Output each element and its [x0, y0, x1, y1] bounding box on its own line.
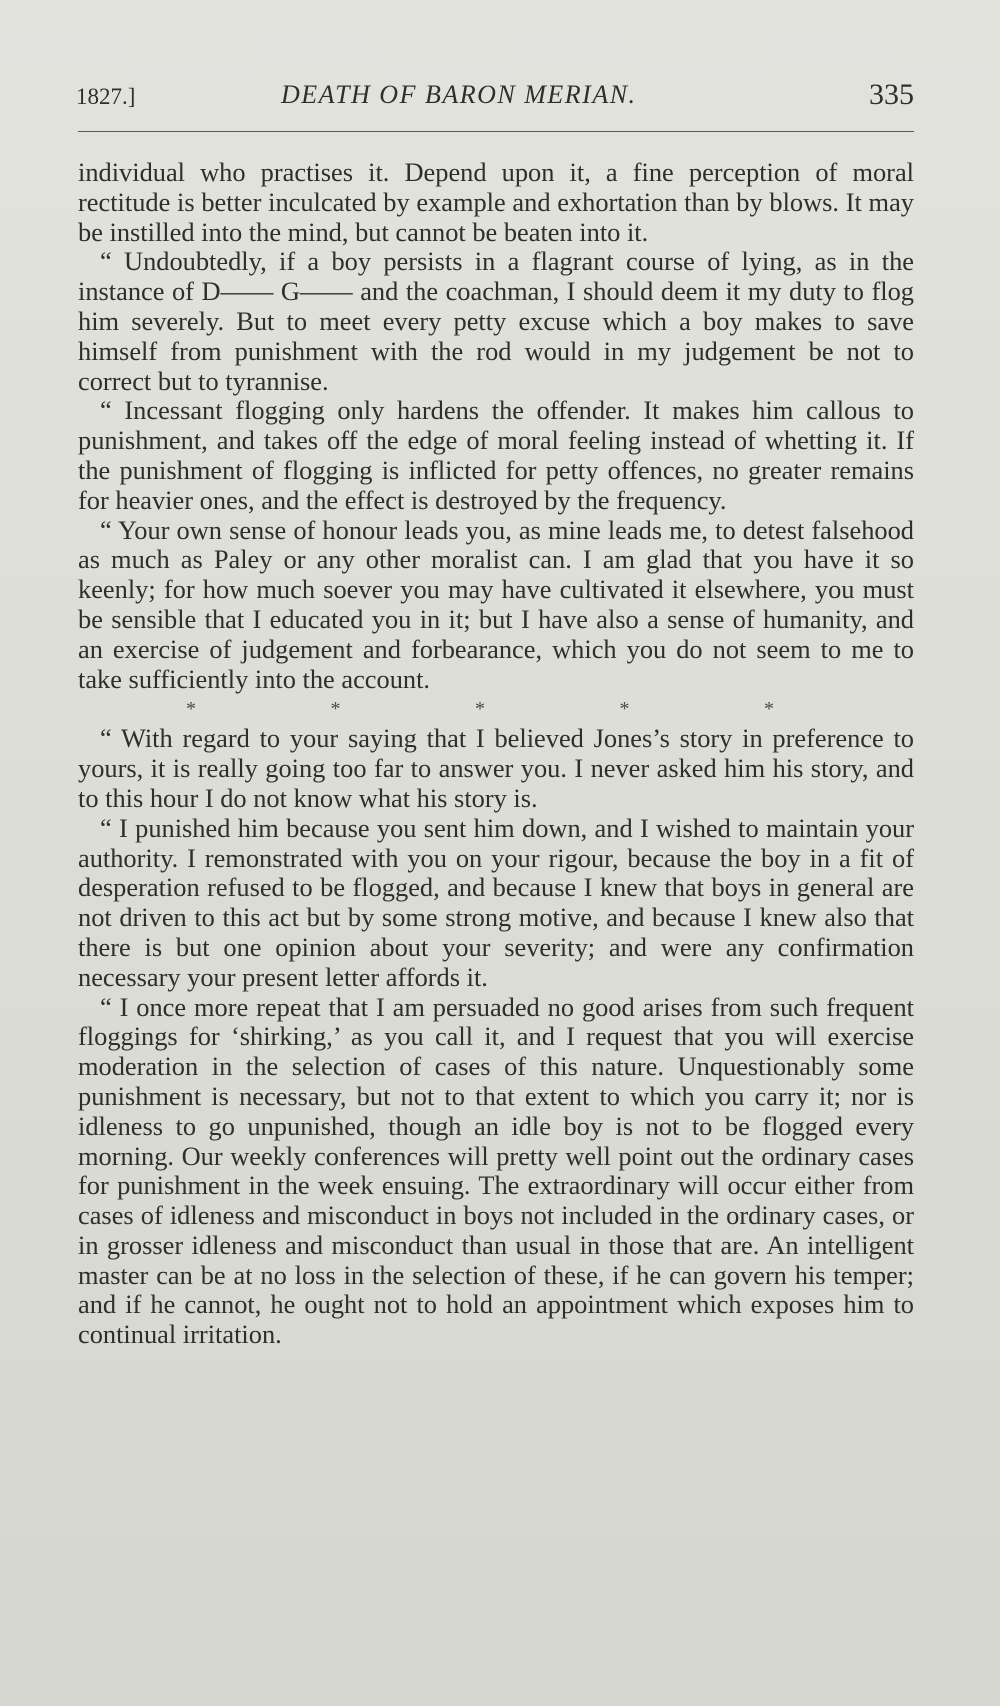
asterisk: *	[186, 698, 196, 721]
header-year: 1827.]	[76, 84, 136, 109]
body-text	[78, 158, 914, 1350]
header-rule	[78, 131, 914, 132]
paragraph: “ Your own sense of honour leads you, as mine leads me, to detest falsehood as much as Paley or any other moralist can. I am glad that you have it so keenly; for how much soever you may have cultivated it elsewhere, you must be sensible that I educated you in it; but I have also a sense of humanity, and an exercise of judgement and forbearance, which you do not seem to me to take sufficiently into the account.	[78, 514, 914, 694]
page-number: 335	[869, 78, 914, 111]
running-title: DEATH OF BARON MERIAN.	[281, 80, 637, 109]
paragraph: “ Undoubtedly, if a boy persists in a flagrant course of lying, as in the instance of D—— G—— and the coachman, I should deem it my duty to flog him severely. But to meet every petty excuse which a boy makes to save himself from punishment with the rod would in my judgement be not to correct but to tyrannise.	[78, 246, 914, 396]
running-header	[76, 76, 914, 116]
asterisk: *	[330, 698, 341, 721]
paragraph: “ I punished him because you sent him down, and I wished to maintain your authority. I remonstrated with you on your rigour, because the boy in a fit of desperation refused to be flogged, and because I knew that boys in general are not driven to this act but by some strong motive, and because I knew also that there is but one opinion about your severity; and were any confirmation necessary your present letter affords it.	[78, 812, 914, 992]
asterisk: *	[619, 698, 630, 721]
section-break	[78, 694, 914, 724]
asterisk: *	[475, 698, 485, 721]
paragraph: “ I once more repeat that I am persuaded no good arises from such frequent floggings for ‘shirking,’ as you call it, and I request that you will exercise moderation in the selection of cases of this nature. Unquestionably some punishment is necessary, but not to that extent to which you carry it; nor is idleness to go unpunished, though an idle boy is not to be flogged every morning. Our weekly conferences will pretty well point out the ordinary cases for punishment in the week ensuing. The extraordinary will occur either from cases of idleness and misconduct in boys not included in the ordinary cases, or in grosser idleness and misconduct than usual in those that are. An intelligent master can be at no loss in the selection of these, if he can govern his temper; and if he cannot, he ought not to hold an appointment which exposes him to continual irritation.	[78, 991, 914, 1350]
paragraph: individual who practises it. Depend upon it, a fine perception of moral rectitude is better inculcated by example and exhortation than by blows. It may be instilled into the mind, but cannot be beaten into it.	[78, 157, 914, 247]
asterisk: *	[764, 698, 774, 721]
paragraph: “ With regard to your saying that I believed Jones’s story in preference to yours, it is really going too far to answer you. I never asked him his story, and to this hour I do not know what his story is.	[78, 723, 914, 813]
paragraph: “ Incessant flogging only hardens the offender. It makes him callous to punishment, and takes off the edge of moral feeling instead of whetting it. If the punishment of flogging is inflicted for petty offences, no greater remains for heavier ones, and the effect is destroyed by the frequency.	[78, 395, 914, 515]
